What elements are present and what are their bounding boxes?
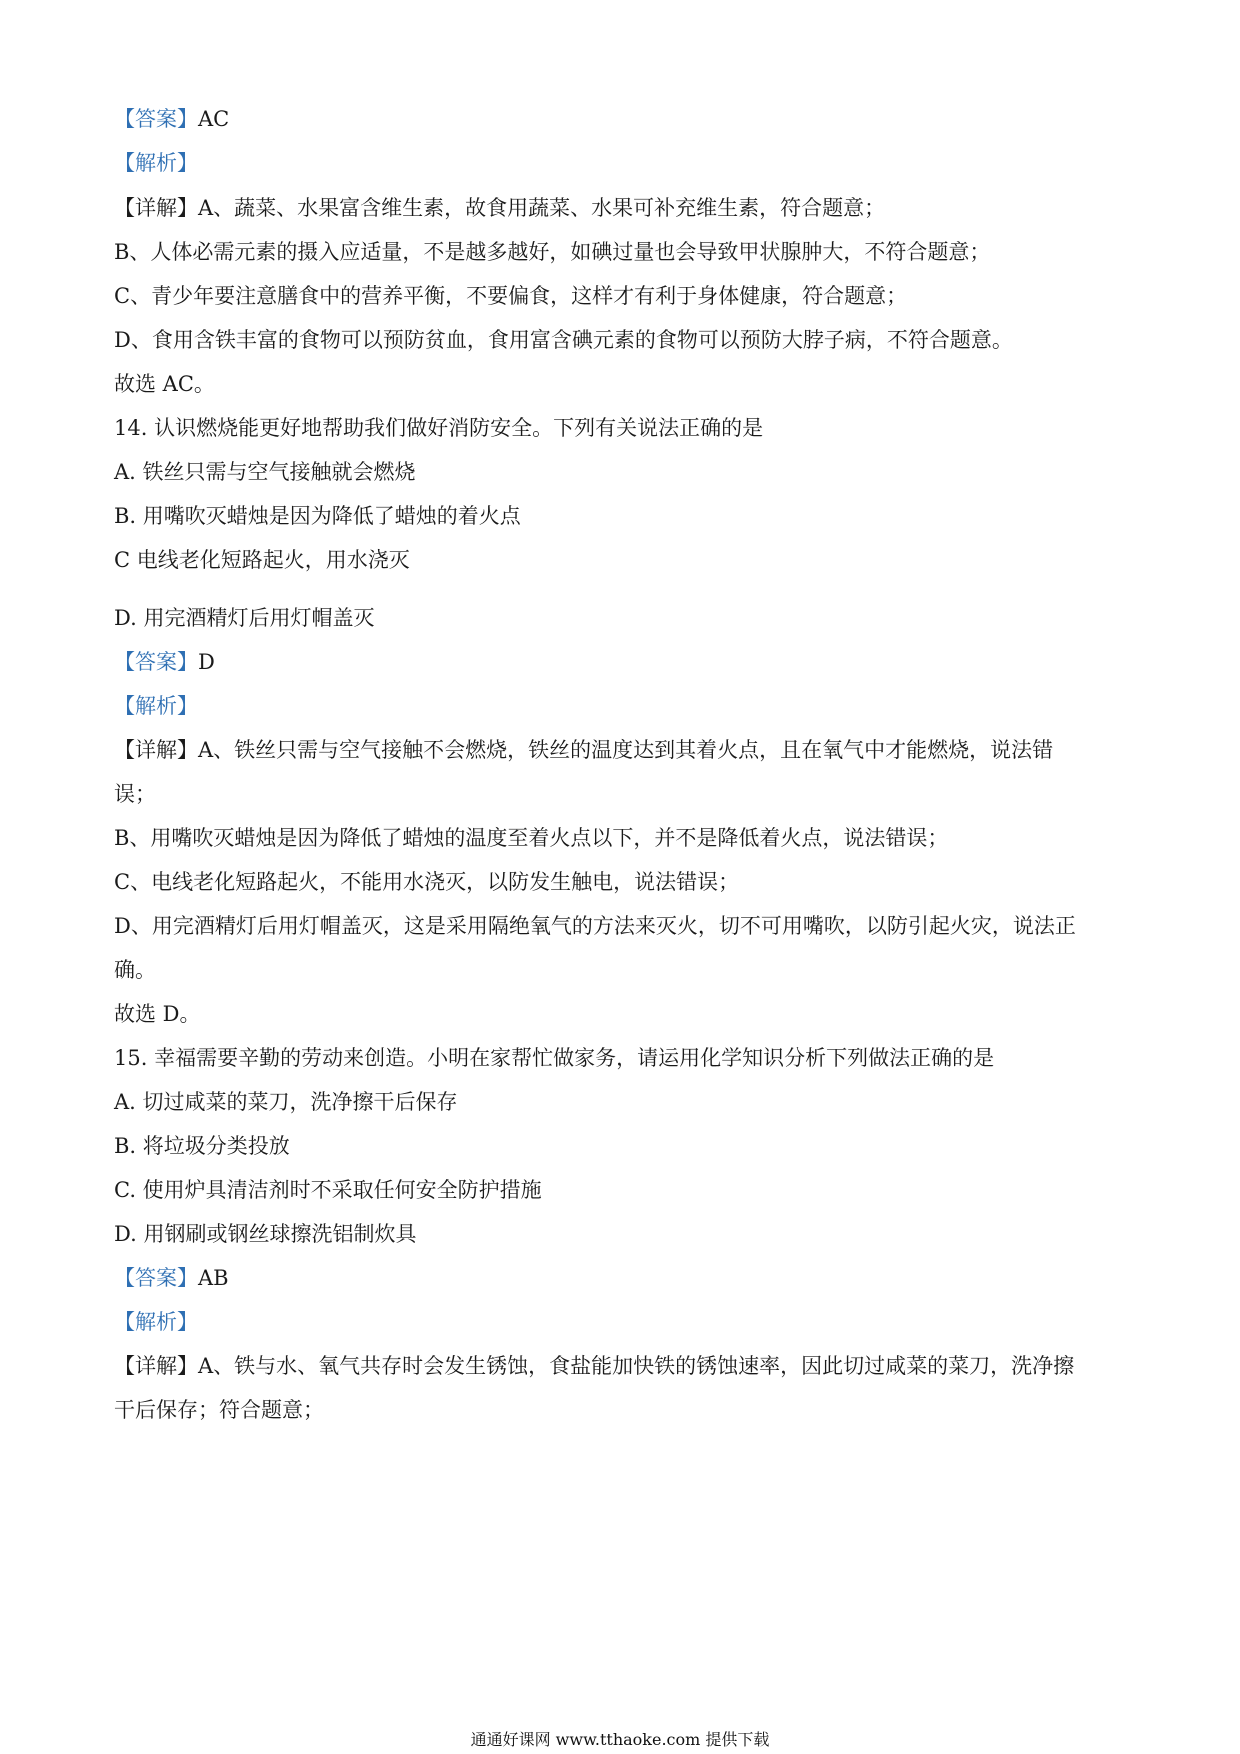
option-a: A. 切过咸菜的菜刀，洗净擦干后保存 [114,1090,458,1114]
answer-value: AC [198,107,230,131]
answer-tag: 【答案】 [114,650,198,674]
answer-tag: 【答案】 [114,107,198,131]
conclusion: 故选 D。 [114,1002,201,1026]
question-stem: 14. 认识燃烧能更好地帮助我们做好消防安全。下列有关说法正确的是 [114,416,764,440]
detail-line: B、人体必需元素的摄入应适量，不是越多越好，如碘过量也会导致甲状腺肿大，不符合题意； [114,240,991,264]
answer-line [114,104,229,134]
option-d: D. 用完酒精灯后用灯帽盖灭 [114,606,375,630]
detail-line: D、食用含铁丰富的食物可以预防贫血，食用富含碘元素的食物可以预防大脖子病，不符合题意。 [114,328,1013,352]
answer-tag: 【答案】 [114,1266,198,1290]
detail-label: 【详解】 [114,196,198,220]
analysis-tag: 【解析】 [114,1310,198,1334]
detail-line: 误； [114,782,156,806]
answer-value: AB [198,1266,229,1290]
detail-line [114,193,885,223]
detail-text: A、铁与水、氧气共存时会发生锈蚀，食盐能加快铁的锈蚀速率，因此切过咸菜的菜刀，洗净擦 [198,1354,1075,1378]
answer-line [114,647,215,677]
analysis-tag: 【解析】 [114,151,198,175]
detail-line: B、用嘴吹灭蜡烛是因为降低了蜡烛的温度至着火点以下，并不是降低着火点，说法错误； [114,826,949,850]
analysis-tag: 【解析】 [114,694,198,718]
option-b: B. 用嘴吹灭蜡烛是因为降低了蜡烛的着火点 [114,504,521,528]
conclusion: 故选 AC。 [114,372,215,396]
question-stem: 15. 幸福需要辛勤的劳动来创造。小明在家帮忙做家务，请运用化学知识分析下列做法正确的是 [114,1046,995,1070]
detail-line: D、用完酒精灯后用灯帽盖灭，这是采用隔绝氧气的方法来灭火，切不可用嘴吹，以防引起火灾，说法正 [114,914,1076,938]
option-b: B. 将垃圾分类投放 [114,1134,290,1158]
detail-line: C、青少年要注意膳食中的营养平衡，不要偏食，这样才有利于身体健康，符合题意； [114,284,908,308]
detail-text: A、蔬菜、水果富含维生素，故食用蔬菜、水果可补充维生素，符合题意； [198,196,886,220]
detail-line: C、电线老化短路起火，不能用水浇灭，以防发生触电，说法错误； [114,870,740,894]
detail-label: 【详解】 [114,1354,198,1378]
option-a: A. 铁丝只需与空气接触就会燃烧 [114,460,416,484]
option-c: C 电线老化短路起火，用水浇灭 [114,548,410,572]
detail-text: A、铁丝只需与空气接触不会燃烧，铁丝的温度达到其着火点，且在氧气中才能燃烧，说法错 [198,738,1054,762]
detail-line: 干后保存；符合题意； [114,1398,324,1422]
answer-line [114,1263,229,1293]
option-d: D. 用钢刷或钢丝球擦洗铝制炊具 [114,1222,417,1246]
footer-watermark: 通通好课网 www.tthaoke.com 提供下载 [470,1730,770,1749]
detail-line [114,735,1053,765]
detail-label: 【详解】 [114,738,198,762]
detail-line: 确。 [114,958,156,982]
option-c: C. 使用炉具清洁剂时不采取任何安全防护措施 [114,1178,542,1202]
answer-value: D [198,650,215,674]
detail-line [114,1351,1074,1381]
